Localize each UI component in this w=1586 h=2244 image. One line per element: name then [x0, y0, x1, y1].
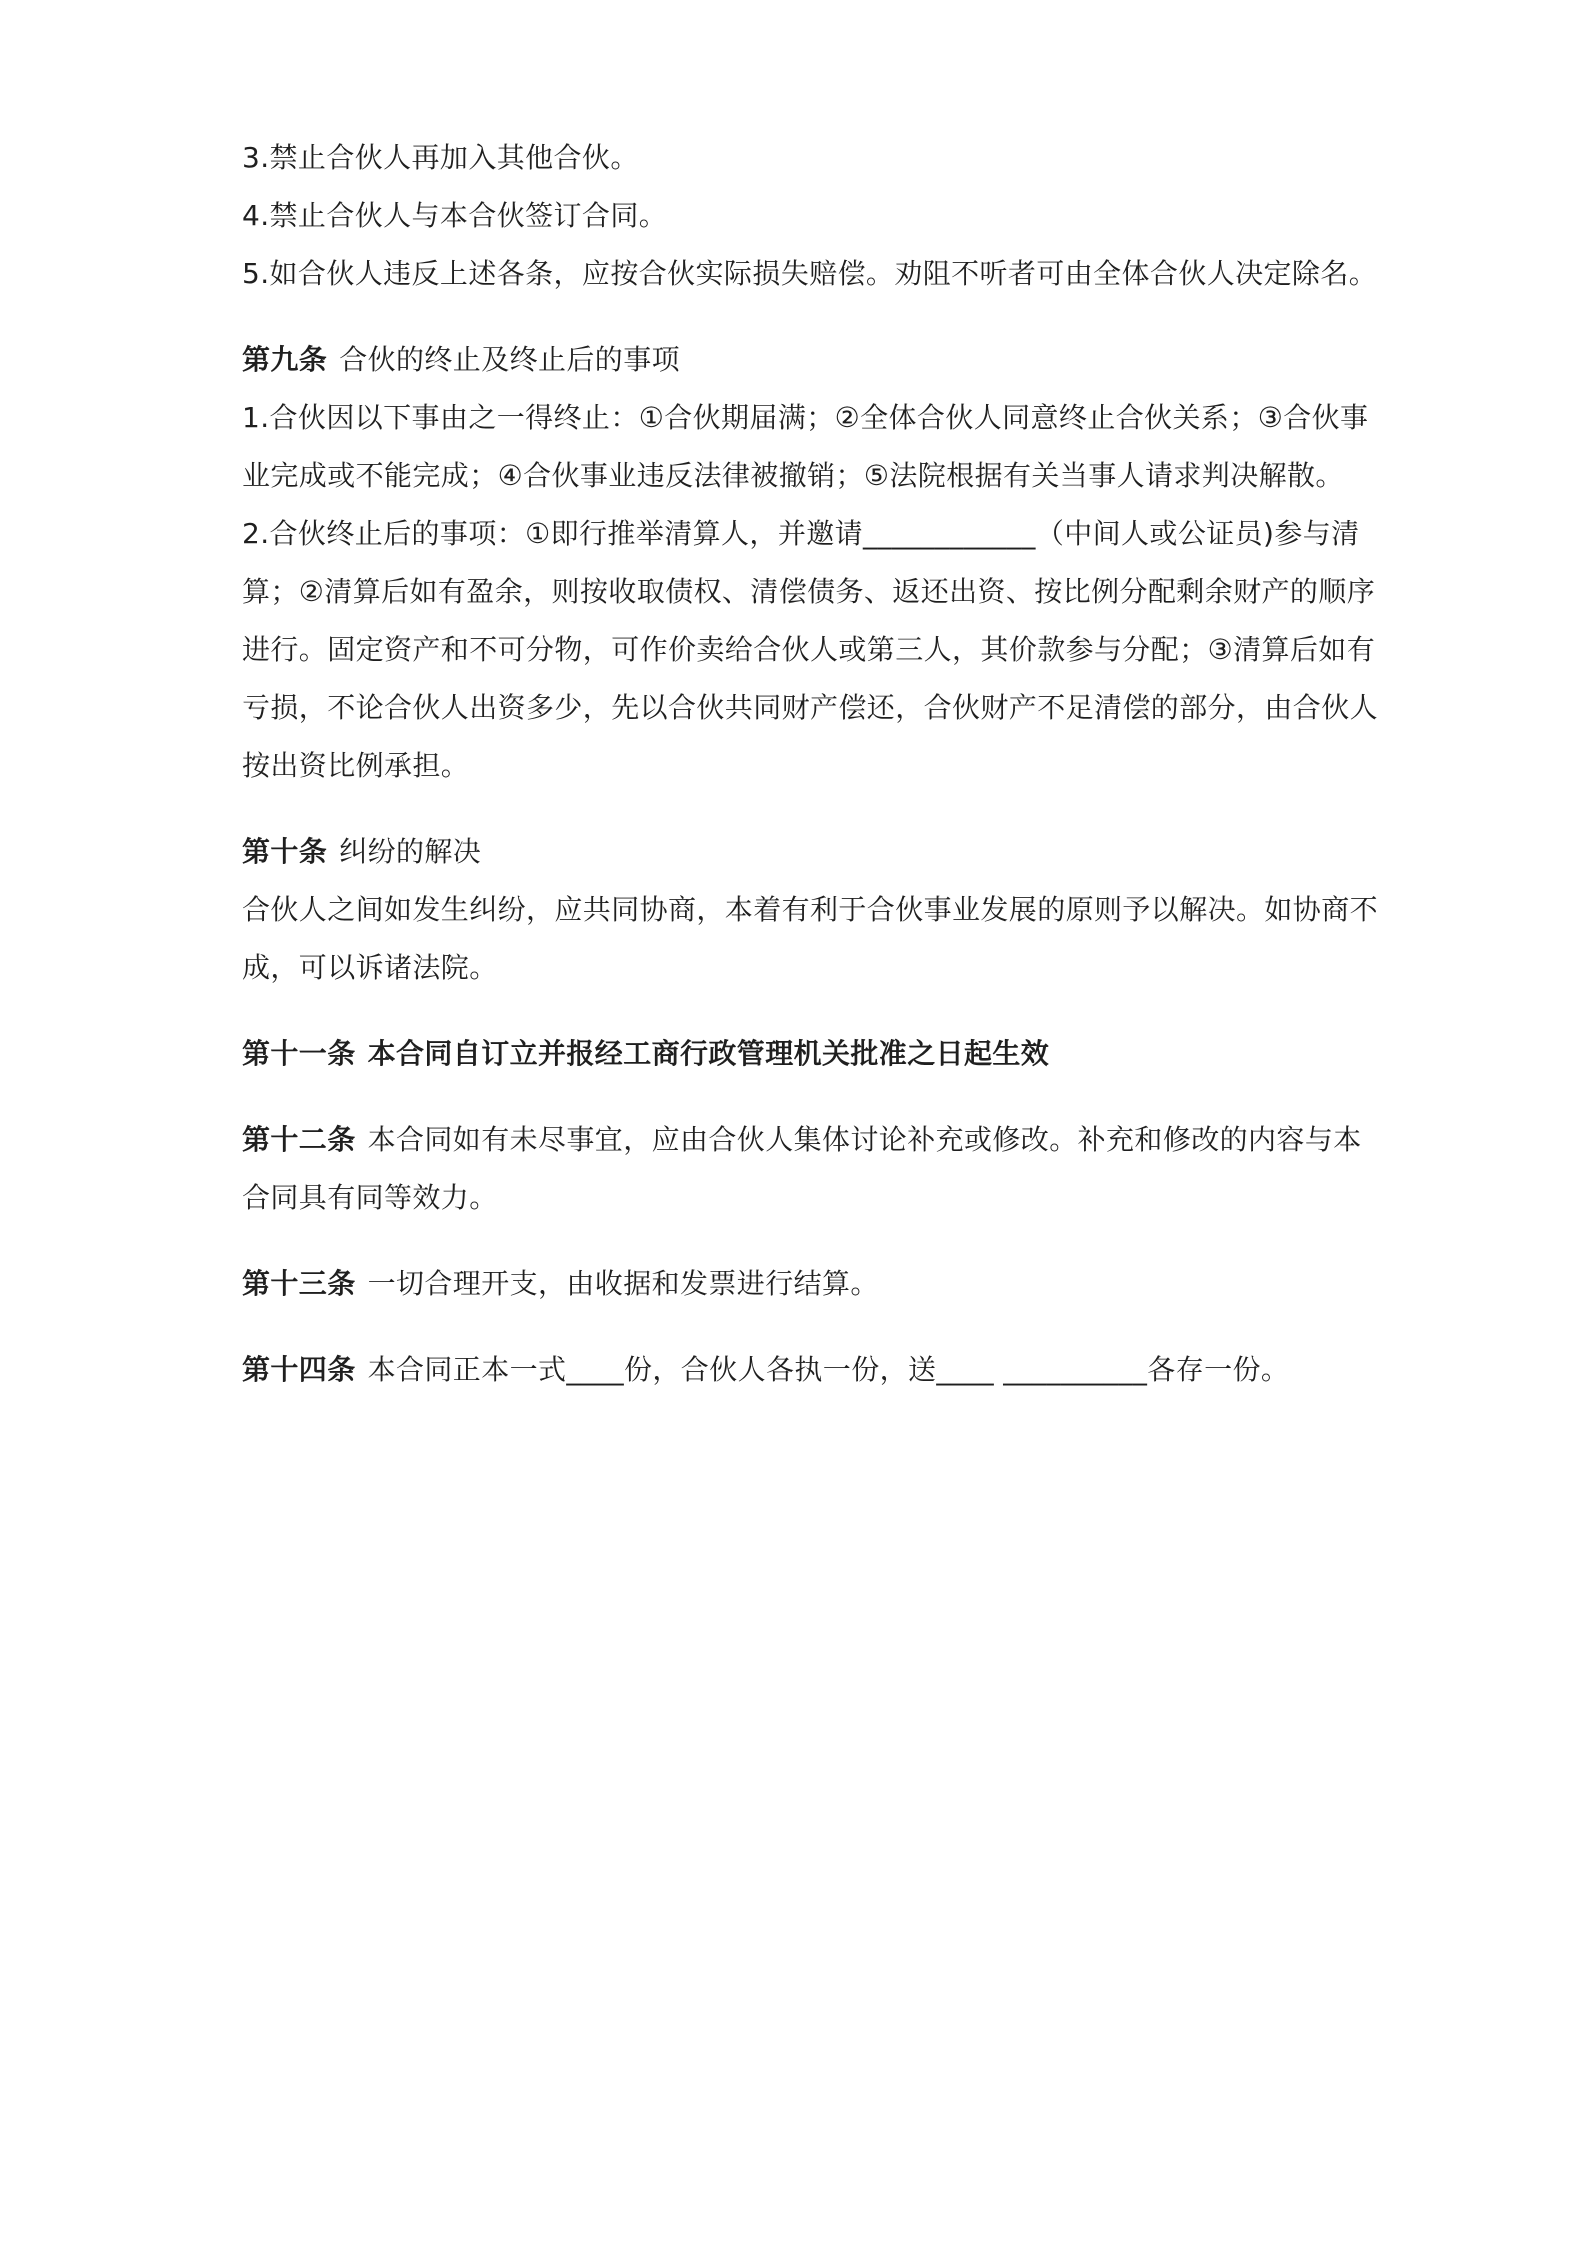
- article-10-line-2: 成，可以诉诸法院。: [242, 951, 498, 984]
- clause-item-5: 5.如合伙人违反上述各条，应按合伙实际损失赔偿。劝阻不听者可由全体合伙人决定除名。: [242, 257, 1378, 290]
- article-9-item-2-line-2: 算；②清算后如有盈余，则按收取债权、清偿债务、返还出资、按比例分配剩余财产的顺序: [242, 575, 1376, 608]
- article-11-number: 第十一条: [242, 1037, 356, 1070]
- article-13-title: 一切合理开支，由收据和发票进行结算。: [367, 1267, 879, 1300]
- article-11-title: 本合同自订立并报经工商行政管理机关批准之日起生效: [367, 1037, 1050, 1070]
- article-14-number: 第十四条: [242, 1353, 356, 1386]
- article-10-heading: [242, 834, 1362, 870]
- clause-item-4: 4.禁止合伙人与本合伙签订合同。: [242, 199, 668, 232]
- article-9-number: 第九条: [242, 343, 328, 376]
- clause-item-3: 3.禁止合伙人再加入其他合伙。: [242, 141, 639, 174]
- article-11-heading: [242, 1036, 1362, 1072]
- article-13-number: 第十三条: [242, 1267, 356, 1300]
- article-10-title: 纠纷的解决: [339, 835, 482, 868]
- article-9-item-1-line-1: 1.合伙因以下事由之一得终止：①合伙期届满；②全体合伙人同意终止合伙关系；③合伙事: [242, 401, 1369, 434]
- article-12-title: 本合同如有未尽事宜，应由合伙人集体讨论补充或修改。补充和修改的内容与本: [367, 1123, 1362, 1156]
- article-9-heading: [242, 342, 1362, 378]
- article-13-heading: [242, 1266, 1362, 1302]
- article-14-title: 本合同正本一式____份，合伙人各执一份，送____ __________各存一份。: [367, 1353, 1290, 1386]
- article-12-heading: [242, 1122, 1362, 1158]
- article-9-item-2-line-5: 按出资比例承担。: [242, 749, 470, 782]
- article-9-title: 合伙的终止及终止后的事项: [339, 343, 681, 376]
- article-14-heading: [242, 1352, 1362, 1388]
- article-9-item-2-line-1: 2.合伙终止后的事项：①即行推举清算人，并邀请____________（中间人或公证员)参与清: [242, 517, 1360, 550]
- article-9-item-2-line-3: 进行。固定资产和不可分物，可作价卖给合伙人或第三人，其价款参与分配；③清算后如有: [242, 633, 1376, 666]
- article-9-item-2-line-4: 亏损，不论合伙人出资多少，先以合伙共同财产偿还，合伙财产不足清偿的部分，由合伙人: [242, 691, 1379, 724]
- article-10-line-1: 合伙人之间如发生纠纷，应共同协商，本着有利于合伙事业发展的原则予以解决。如协商不: [242, 893, 1379, 926]
- article-9-item-1-line-2: 业完成或不能完成；④合伙事业违反法律被撤销；⑤法院根据有关当事人请求判决解散。: [242, 459, 1344, 492]
- article-12-line-2: 合同具有同等效力。: [242, 1181, 498, 1214]
- article-10-number: 第十条: [242, 835, 328, 868]
- article-12-number: 第十二条: [242, 1123, 356, 1156]
